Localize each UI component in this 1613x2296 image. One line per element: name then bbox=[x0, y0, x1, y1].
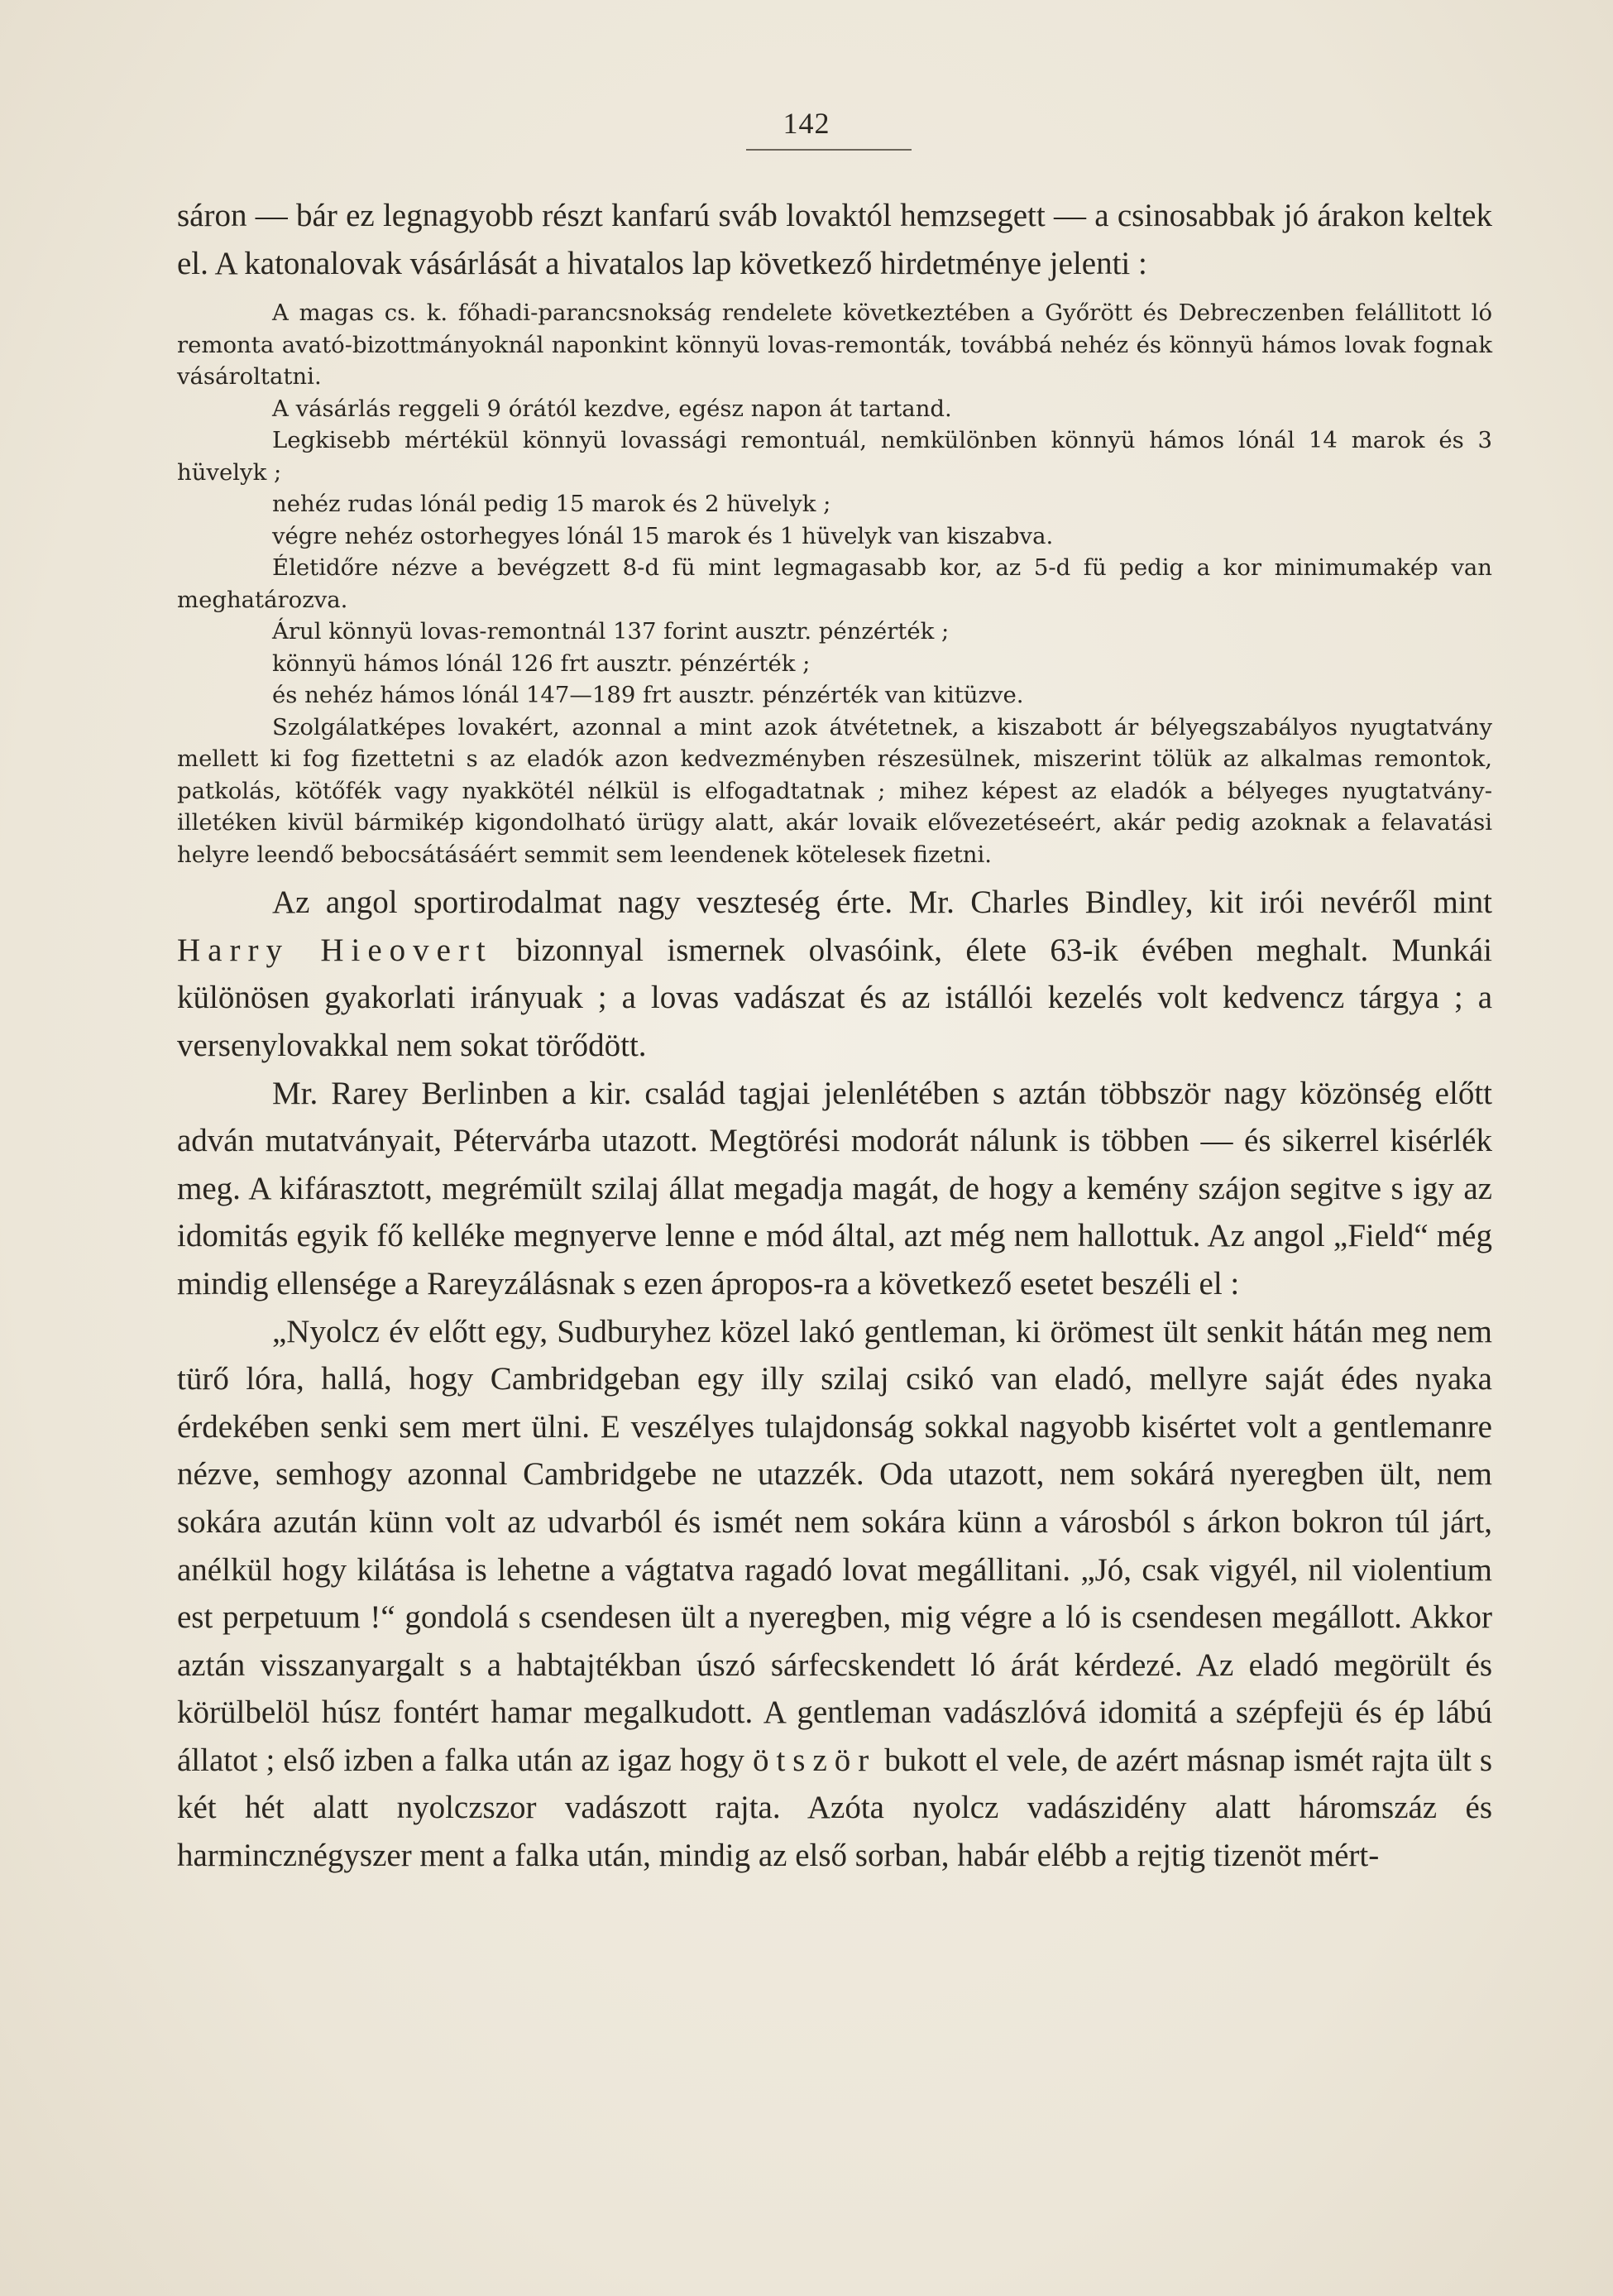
page-number-rule bbox=[746, 149, 912, 151]
intro-paragraph: sáron — bár ez legnagyobb részt kanfarú sváb lovaktól hemzsegett — a csinosabbak jó árakon keltek el. A katonalovak vásárlását a hivatalos lap következő hirdetménye jelenti : bbox=[177, 198, 1492, 281]
quote-text-b: bukott el vele, de azért másnap ismét rajta ült s két hét alatt nyolczszor vadászott rajta. Azóta nyolcz vadászidény alatt háromszáz és harmincznégyszer ment a falka után, mindig az első sorban, habár elébb a rejtig tizenöt mért- bbox=[177, 1742, 1492, 1874]
notice-paragraph: Életidőre nézve a bevégzett 8-d fü mint legmagasabb kor, az 5-d fü pedig a kor minimumakép van meghatározva. bbox=[177, 554, 1492, 613]
notice-paragraph: könnyü hámos lónál 126 frt ausztr. pénzérték ; bbox=[272, 649, 811, 677]
bindley-paragraph bbox=[177, 879, 1492, 1069]
notice-paragraph: Szolgálatképes lovakért, azonnal a mint azok átvétetnek, a kiszabott ár bélyegszabályos nyugtatvány mellett ki fog fizettetni s az eladók azon kedvezményben részesülnek, miszerint tölük az alkalmas remontok, patkolás, kötőfék vagy nyakkötél nélkül is elfogadtatnak ; mihez képest az eladók a bélyeges nyugtatvány-illetéken kivül bármikép kigondolható ürügy alatt, akár lovaik elővezetéseért, akár pedig azoknak a felavatási helyre leendő bebocsátásáért semmit sem leendenek kötelesek fizetni. bbox=[177, 713, 1492, 868]
notice-paragraph: Legkisebb mértékül könnyü lovassági remontuál, nemkülönben könnyü hámos lónál 14 marok és 3 hüvelyk ; bbox=[177, 427, 1492, 486]
field-quote-paragraph bbox=[177, 1308, 1492, 1880]
notice-paragraph: A vásárlás reggeli 9 órától kezdve, egész napon át tartand. bbox=[272, 395, 952, 422]
notice-paragraph: végre nehéz ostorhegyes lónál 15 marok és 1 hüvelyk van kiszabva. bbox=[272, 522, 1054, 549]
quote-text-a: „Nyolcz év előtt egy, Sudburyhez közel lakó gentleman, ki örömest ült senkit hátán meg nem türő lóra, hallá, hogy Cambridgeban egy illy szilaj csikó van eladó, mellyre saját édes nyaka érdekében senki sem mert ülni. E veszélyes tulajdonság sokkal nagyobb kisértet volt a gentlemanre nézve, semhogy azonnal Cambridgebe ne utazzék. Oda utazott, nem sokárá nyeregben ült, nem sokára azután künn volt az udvarból és ismét nem sokára künn a városból s árkon bokron túl járt, anélkül hogy kilátása is lehetne a vágtatva ragadó lovat megállitani. „Jó, csak vigyél, nil violentium est perpetuum !“ gondolá s csendesen ült a nyeregben, mig végre a ló is csendesen megállott. Akkor aztán visszanyargalt s a habtajtékban úszó sárfecskendett ló árát kérdezé. Az eladó megörült és körülbelöl húsz fontért hamar megalkudott. A gentleman vadászlóvá idomitá a szépfejü és ép lábú állatot ; első izben a falka után az igaz hogy bbox=[177, 1313, 1492, 1778]
notice-paragraph: A magas cs. k. főhadi-parancsnokság rendelete következtében a Győrött és Debreczenben felállitott ló remonta avató-bizottmányoknál naponkint könnyü lovas-remonták, továbbá nehéz és könnyü hámos lovak fognak vásároltatni. bbox=[177, 300, 1492, 391]
page-number: 142 bbox=[783, 107, 830, 140]
emphasis-otszor: ötször bbox=[752, 1742, 877, 1778]
bindley-text-a: Az angol sportirodalmat nagy veszteség érte. Mr. Charles Bindley, kit irói nevéről mint bbox=[272, 884, 1492, 921]
pen-name: Harry Hieovert bbox=[177, 932, 493, 968]
notice-paragraph: Árul könnyü lovas-remontnál 137 forint ausztr. pénzérték ; bbox=[272, 618, 950, 645]
rarey-paragraph: Mr. Rarey Berlinben a kir. család tagjai jelenlétében s aztán többször nagy közönség előtt adván mutatványait, Pétervárba utazott. Megtörési modorát nálunk is többen — és sikerrel kisérlék meg. A kifárasztott, megrémült szilaj állat megadja magát, de hogy a kemény szájon segitve s igy az idomitás egyik fő kelléke megnyerve lenne e mód által, azt még nem hallottuk. Az angol „Field“ még mindig ellensége a Rareyzálásnak s ezen ápropos-ra a következő esetet beszéli el : bbox=[177, 1075, 1492, 1301]
bindley-text-b: bizonnyal ismernek olvasóink, élete 63-ik évében meghalt. Munkái különösen gyakorlati irányuak ; a lovas vadászat és az istállói kezelés volt kedvencz tárgya ; a versenylovakkal nem sokat törődött. bbox=[177, 932, 1492, 1063]
notice-paragraph: nehéz rudas lónál pedig 15 marok és 2 hüvelyk ; bbox=[272, 491, 831, 518]
notice-paragraph: és nehéz hámos lónál 147—189 frt ausztr. pénzérték van kitüzve. bbox=[272, 682, 1024, 709]
official-notice bbox=[177, 297, 1492, 870]
page-body bbox=[177, 192, 1492, 1880]
